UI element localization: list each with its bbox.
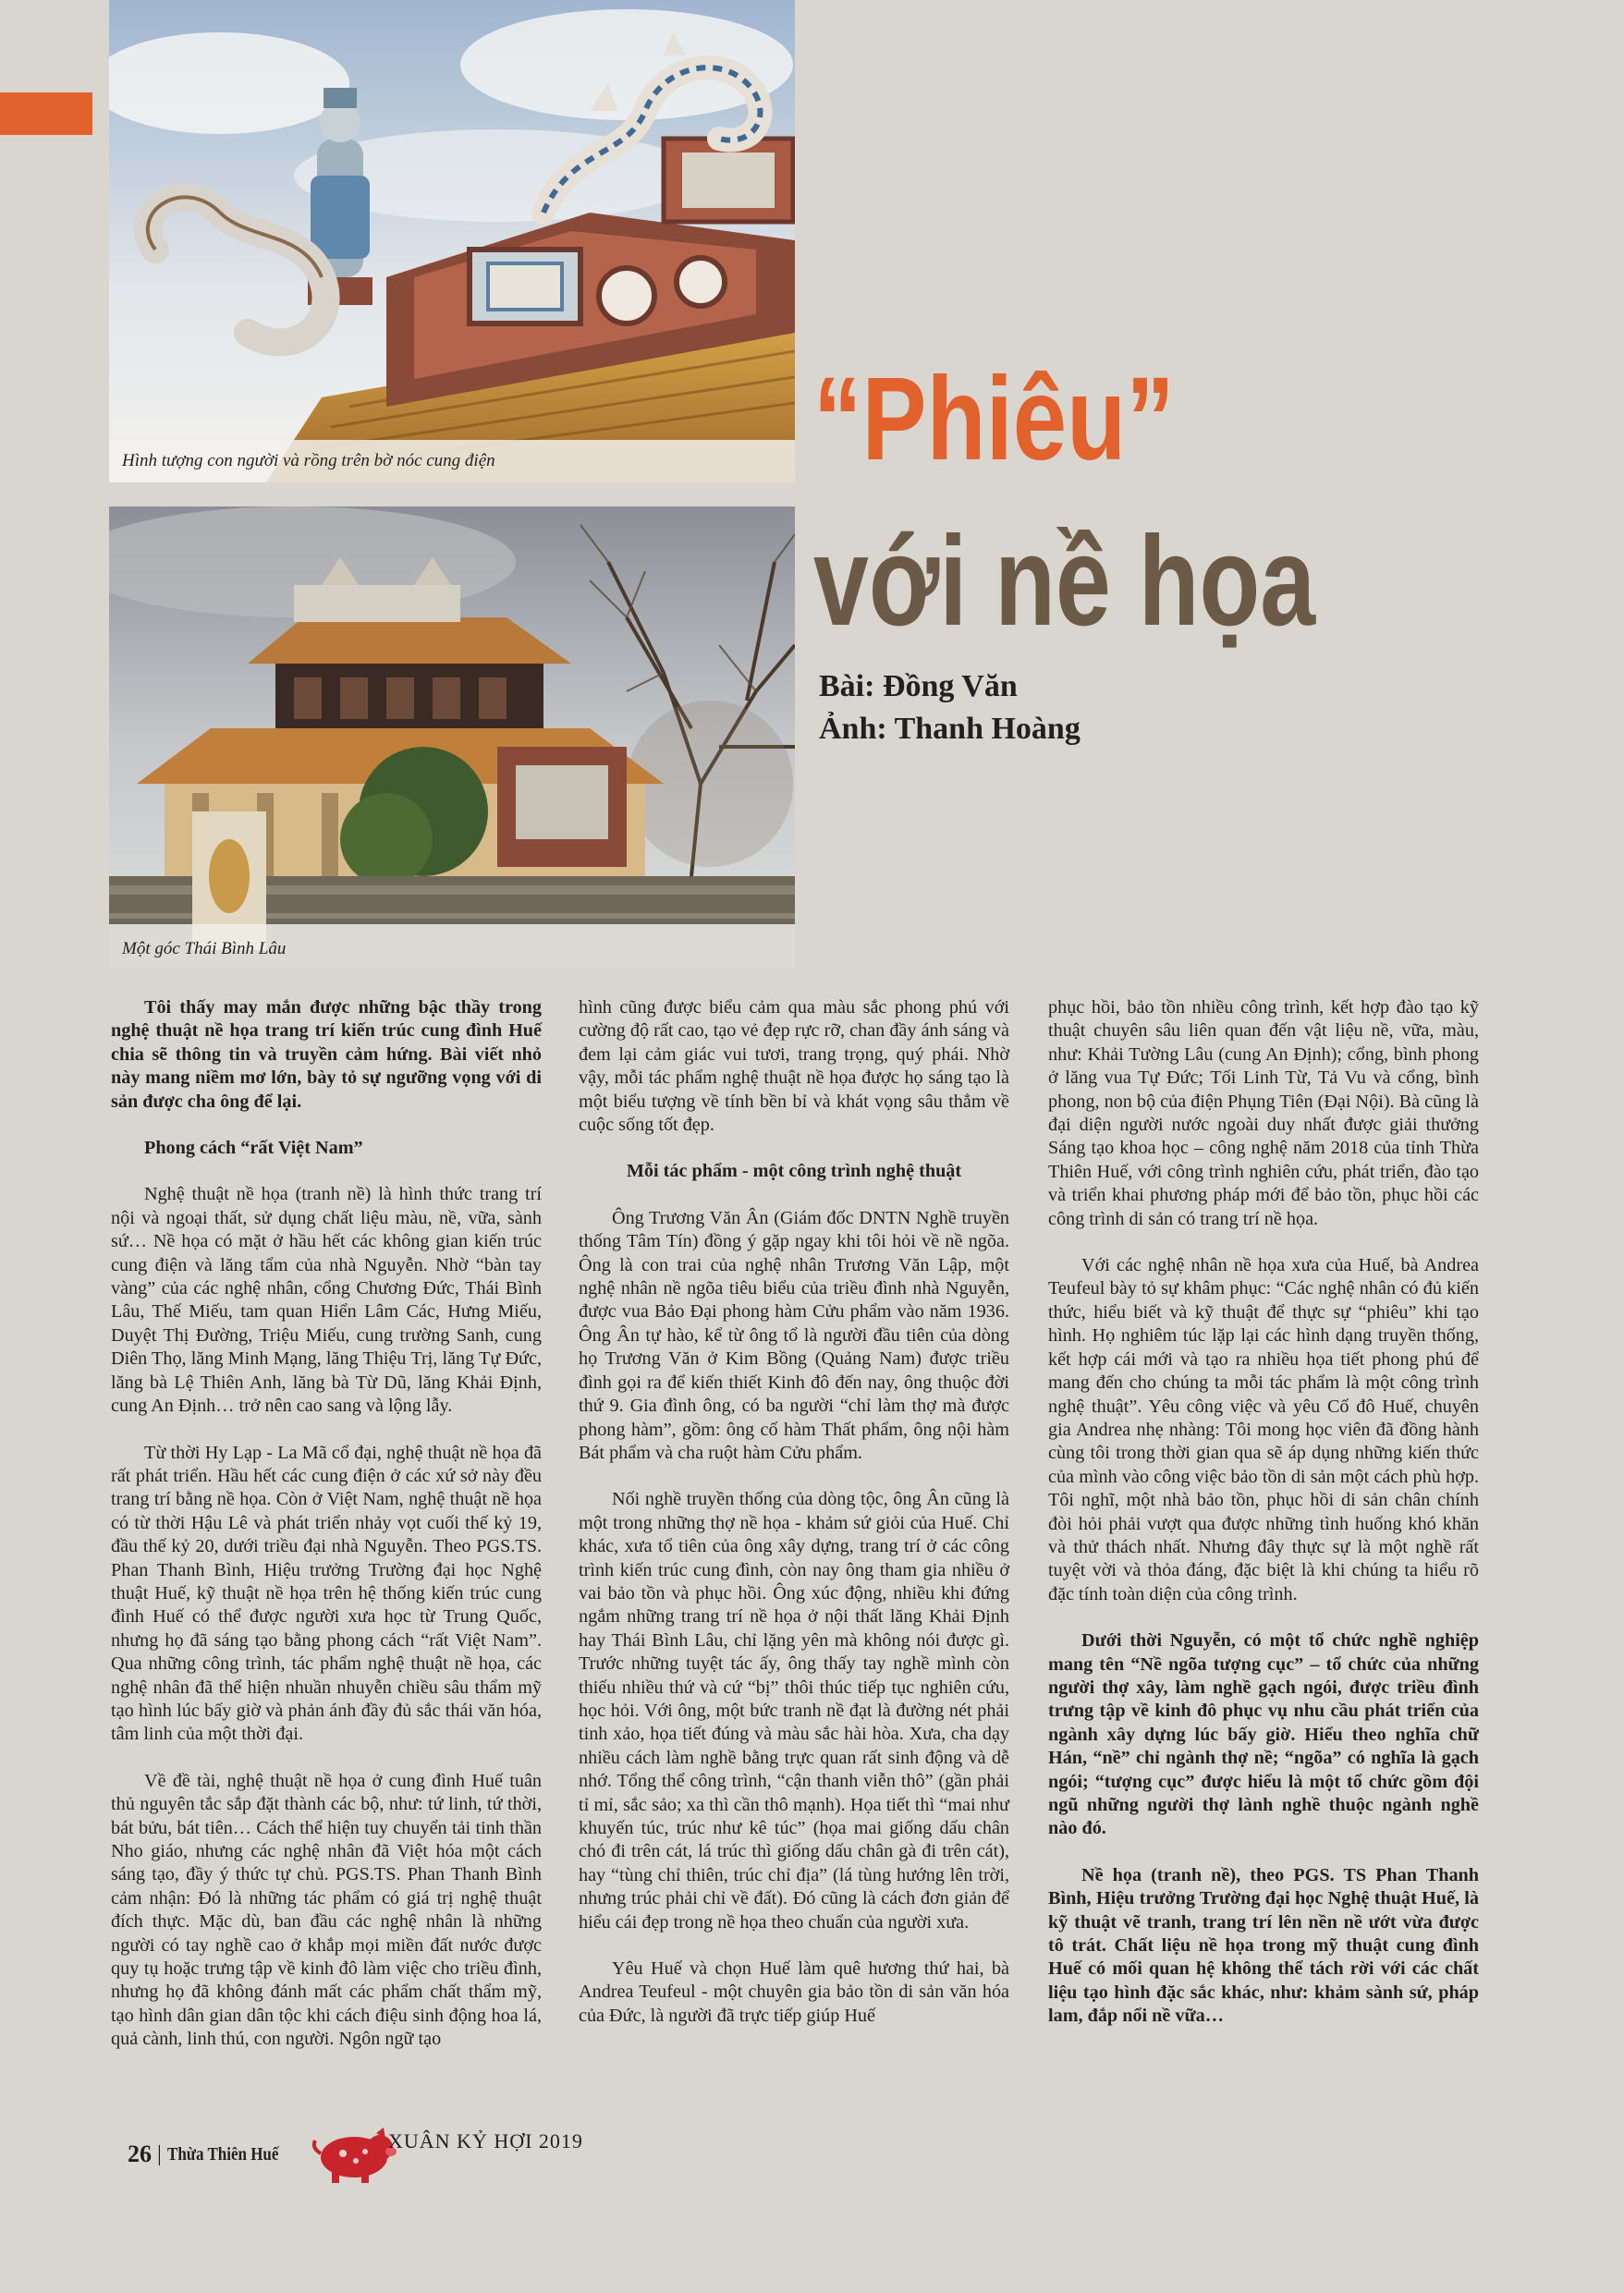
paragraph: Về đề tài, nghệ thuật nề họa ở cung đình Huế tuân thủ nguyên tắc sắp đặt thành các bộ, như: tứ linh, tứ thời, bát bửu, bát tiên… Cách thể hiện tuy chuyển tải tinh thần Nho giáo, nhưng các nghệ nhân đã Việt hóa một cách sáng tạo, đầy ý thức tự chủ. PGS.TS. Phan Thanh Bình cảm nhận: Đó là những tác phẩm có giá trị nghệ thuật đích thực. Mặc dù, ban đầu các nghệ nhân là những người có tay nghề cao ở khắp mọi miền đất nước được quy tụ hoặc trưng tập về kinh đô làm việc cho triều đình, nhưng họ đã không đánh mất các phẩm chất thẩm mỹ, tạo hình dân gian dân tộc khi cách điệu sinh động hoa lá, quả cành, linh thú, con người. Ngôn ngữ tạo	[111, 1770, 542, 2050]
section-heading-2: Mỗi tác phẩm - một công trình nghệ thuật	[626, 1161, 962, 1182]
paragraph: hình cũng được biểu cảm qua màu sắc phong phú với cường độ rất cao, tạo vẻ đẹp rực rỡ, chan đầy ánh sáng và đem lại cảm giác vui tươi, trang trọng, quý phái. Nhờ vậy, mỗi tác phẩm nghệ thuật nề họa được họ sáng tạo là một biểu tượng về tính bền bỉ và khát vọng sâu thẳm về cuộc sống tốt đẹp.	[579, 997, 1009, 1136]
paragraph: Nghệ thuật nề họa (tranh nề) là hình thức trang trí nội và ngoại thất, sử dụng chất liệu màu, nề, vữa, sành sứ… Nề họa có mặt ở hầu hết các không gian kiến trúc cung điện và lăng tẩm của nhà Nguyễn. Nhờ “bàn tay vàng” của các nghệ nhân, cổng Chương Đức, Thái Bình Lâu, Thế Miếu, tam quan Hiển Lâm Các, Hưng Miếu, Duyệt Thị Đường, Triệu Miếu, cung trường Sanh, cung Diên Thọ, lăng Minh Mạng, lăng Thiệu Trị, lăng Tự Đức, lăng bà Lệ Thiên Anh, lăng bà Từ Dũ, lăng Khải Định, cung An Định… trở nên cao sang và lộng lẫy.	[111, 1184, 542, 1417]
paragraph: phục hồi, bảo tồn nhiều công trình, kết hợp đào tạo kỹ thuật chuyên sâu liên quan đến vật liệu nề, vữa, màu, như: Khải Tường Lâu (cung An Định); cổng, bình phong ở lăng vua Tự Đức; Tối Linh Từ, Tả Vu và cổng, bình phong, non bộ của điện Phụng Tiên (Đại Nội). Bà cũng là đại diện người nước ngoài duy nhất được giải thưởng Sáng tạo khoa học – công nghệ năm 2018 của tỉnh Thừa Thiên Huế, với công trình nghiên cứu, phát triển, đào tạo và triển khai phương pháp mới để bảo tồn, phục hồi các công trình di sản có trang trí nề họa.	[1048, 997, 1479, 1229]
photo-thai-binh-lau	[109, 506, 795, 969]
page-number: 26	[128, 2141, 152, 2167]
article-column-2	[579, 996, 1009, 2051]
article-title-line-1: “Phiêu”	[813, 353, 1175, 485]
pig-mascot-icon	[306, 2126, 398, 2183]
paragraph: Ông Trương Văn Ân (Giám đốc DNTN Nghề truyền thống Tâm Tín) đồng ý gặp ngay khi tôi hỏi về nề ngõa. Ông là con trai của nghệ nhân Trương Văn Lập, một nghệ nhân nề ngõa tiêu biểu của triều đình nhà Nguyễn, được vua Bảo Đại phong hàm Cửu phẩm vào năm 1936. Ông Ân tự hào, kể từ ông tổ là người đầu tiên của dòng họ Trương Văn ở Kim Bồng (Quảng Nam) được triều đình gọi ra để kiến thiết Kinh đô đến nay, ông thuộc đời thứ 9. Gia đình ông, có ba người “chỉ làm thợ mà được phong hàm”, gồm: ông cố hàm Thất phẩm, ông nội hàm Bát phẩm và cha ruột hàm Cửu phẩm.	[579, 1207, 1009, 1463]
magazine-name: Thừa Thiên Huế	[166, 2143, 279, 2165]
article-column-3	[1048, 996, 1479, 2052]
section-accent-bar	[0, 92, 92, 135]
roof-dragon-illustration	[109, 0, 795, 482]
pavilion-illustration	[109, 506, 795, 969]
paragraph-bold: Dưới thời Nguyễn, có một tổ chức nghề nghiệp mang tên “Nề ngõa tượng cục” – tổ chức của những người thợ xây, làm nghề gạch ngói, được triều đình trưng tập về kinh đô phục vụ nhu cầu phát triển của ngành xây dựng lúc bấy giờ. Hiểu theo nghĩa chữ Hán, “nề” chỉ ngành thợ nề; “ngõa” có nghĩa là gạch ngói; “tượng cục” được hiểu là một tổ chức gồm đội ngũ những người thợ lành nghề thuộc ngành nghề nào đó.	[1048, 1630, 1479, 1839]
page-footer	[128, 2126, 398, 2183]
photo-roof-dragon	[109, 0, 795, 482]
paragraph: Với các nghệ nhân nề họa xưa của Huế, bà Andrea Teufeul bày tỏ sự khâm phục: “Các nghệ nhân có đủ kiến thức, hiểu biết và kỹ thuật để thực sự “phiêu” khi tạo hình. Họ nghiêm túc lặp lại các hình dạng truyền thống, kết hợp cái mới và tạo ra nhiều họa tiết phong phú để mang đến cho chúng ta mỗi tác phẩm là một công trình nghệ thuật”. Yêu công việc và yêu Cố đô Huế, chuyên gia Andrea nhẹ nhàng: Tôi mong học viên đã đồng hành cùng tôi trong thời gian qua sẽ áp dụng những kiến thức của mình vào công việc bảo tồn di sản một cách phù hợp. Tôi nghĩ, một nhà bảo tồn, phục hồi di sản chân chính đòi hỏi phải vượt qua được những tình huống khó khăn và thử thách nhất. Nhưng đây thực sự là một nghề rất tuyệt vời và thỏa đáng, đặc biệt là khi chúng ta hiểu rõ đặc tính toàn diện của công trình.	[1048, 1255, 1479, 1604]
author-byline: Bài: Đồng Văn	[819, 669, 1018, 703]
issue-label: XUÂN KỶ HỢI 2019	[388, 2129, 583, 2153]
issue-footer	[388, 2129, 583, 2153]
photo-caption-bottom: Một góc Thái Bình Lâu	[122, 939, 287, 958]
section-heading-1: Phong cách “rất Việt Nam”	[144, 1138, 363, 1159]
paragraph: Nối nghề truyền thống của dòng tộc, ông Ân cũng là một trong những thợ nề họa - khảm sứ giỏi của Huế. Chỉ khác, xưa tổ tiên của ông xây dựng, trang trí ở các công trình kiến trúc cung đình, còn nay ông tham gia nhiều ở vai bảo tồn và phục hồi. Ông xúc động, nhiều khi đứng ngắm những trang trí nề họa ở nội thất lăng Khải Định hay Thái Bình Lâu, chỉ lặng yên mà không nói được gì. Trước những tuyệt tác ấy, ông thấy tay nghề mình còn thiếu nhiều thứ và cứ “bị” thôi thúc tiếp tục nghiên cứu, học hỏi. Với ông, một bức tranh nề đạt là đường nét phải tinh xảo, họa tiết đúng và màu sắc hài hòa. Xưa, cha dạy nhiều cách làm nghề bằng trực quan rất sinh động và dễ nhớ. Tổng thể công trình, “cận thanh viễn thô” (gần phải tỉ mỉ, sắc sảo; xa thì cần thô mạnh). Họa tiết thì “mai như khuyến túc, trúc như kê túc” (họa mai giống dấu chân chó đi trên cát, lá trúc thì giống dấu chân gà đi trên cát), hay “tùng chỉ thiên, trúc chỉ địa” (lá tùng hướng lên trời, nhưng trúc phải chỉ về đất). Đó cũng là cách đơn giản để hiểu cái đẹp trong nề họa theo chuẩn của người xưa.	[579, 1489, 1009, 1933]
paragraph: Từ thời Hy Lạp - La Mã cổ đại, nghệ thuật nề họa đã rất phát triển. Hầu hết các cung điện ở các xứ sở này đều trang trí bằng nề họa. Còn ở Việt Nam, nghệ thuật nề họa có từ thời Hậu Lê và phát triển nhảy vọt cuối thế kỷ 19, đầu thế kỷ 20, dưới triều đại nhà Nguyễn. Theo PGS.TS. Phan Thanh Bình, Hiệu trưởng Trường đại học Nghệ thuật Huế, kỹ thuật nề họa trên hệ thống kiến trúc cung đình Huế có thể được người xưa học từ Trung Quốc, nhưng họ đã sáng tạo bằng phong cách “rất Việt Nam”. Qua những công trình, tác phẩm nghệ thuật nề họa, các nghệ nhân đã thể hiện nhuần nhuyễn chiều sâu thẩm mỹ tạo hình lúc bấy giờ và phản ánh đầy đủ sắc thái văn hóa, tâm linh của một thời đại.	[111, 1442, 542, 1745]
paragraph: Yêu Huế và chọn Huế làm quê hương thứ hai, bà Andrea Teufeul - một chuyên gia bảo tồn di sản văn hóa của Đức, là người đã trực tiếp giúp Huế	[579, 1958, 1009, 2026]
article-intro: Tôi thấy may mắn được những bậc thầy trong nghệ thuật nề họa trang trí kiến trúc cung đình Huế chia sẽ thông tin và truyền cảm hứng. Bài viết nhỏ này mang niềm mơ lớn, bày tỏ sự ngưỡng vọng với di sản được cha ông để lại.	[111, 997, 542, 1112]
article-column-1	[111, 996, 542, 2075]
photographer-byline: Ảnh: Thanh Hoàng	[819, 712, 1081, 746]
footer-separator: |	[157, 2141, 162, 2166]
photo-caption-top: Hình tượng con người và rồng trên bờ nóc cung điện	[122, 451, 495, 470]
paragraph-bold: Nề họa (tranh nề), theo PGS. TS Phan Thanh Bình, Hiệu trưởng Trường đại học Nghệ thuật Huế, là kỹ thuật vẽ tranh, trang trí lên nền nề ướt vừa được tô trát. Chất liệu nề họa trong mỹ thuật cung đình Huế có mối quan hệ không thể tách rời với các chất liệu tạo hình đặc sắc khác, như: khảm sành sứ, pháp lam, đắp nổi nề vữa…	[1048, 1864, 1479, 2027]
article-title-line-2: với nề họa	[813, 510, 1316, 653]
